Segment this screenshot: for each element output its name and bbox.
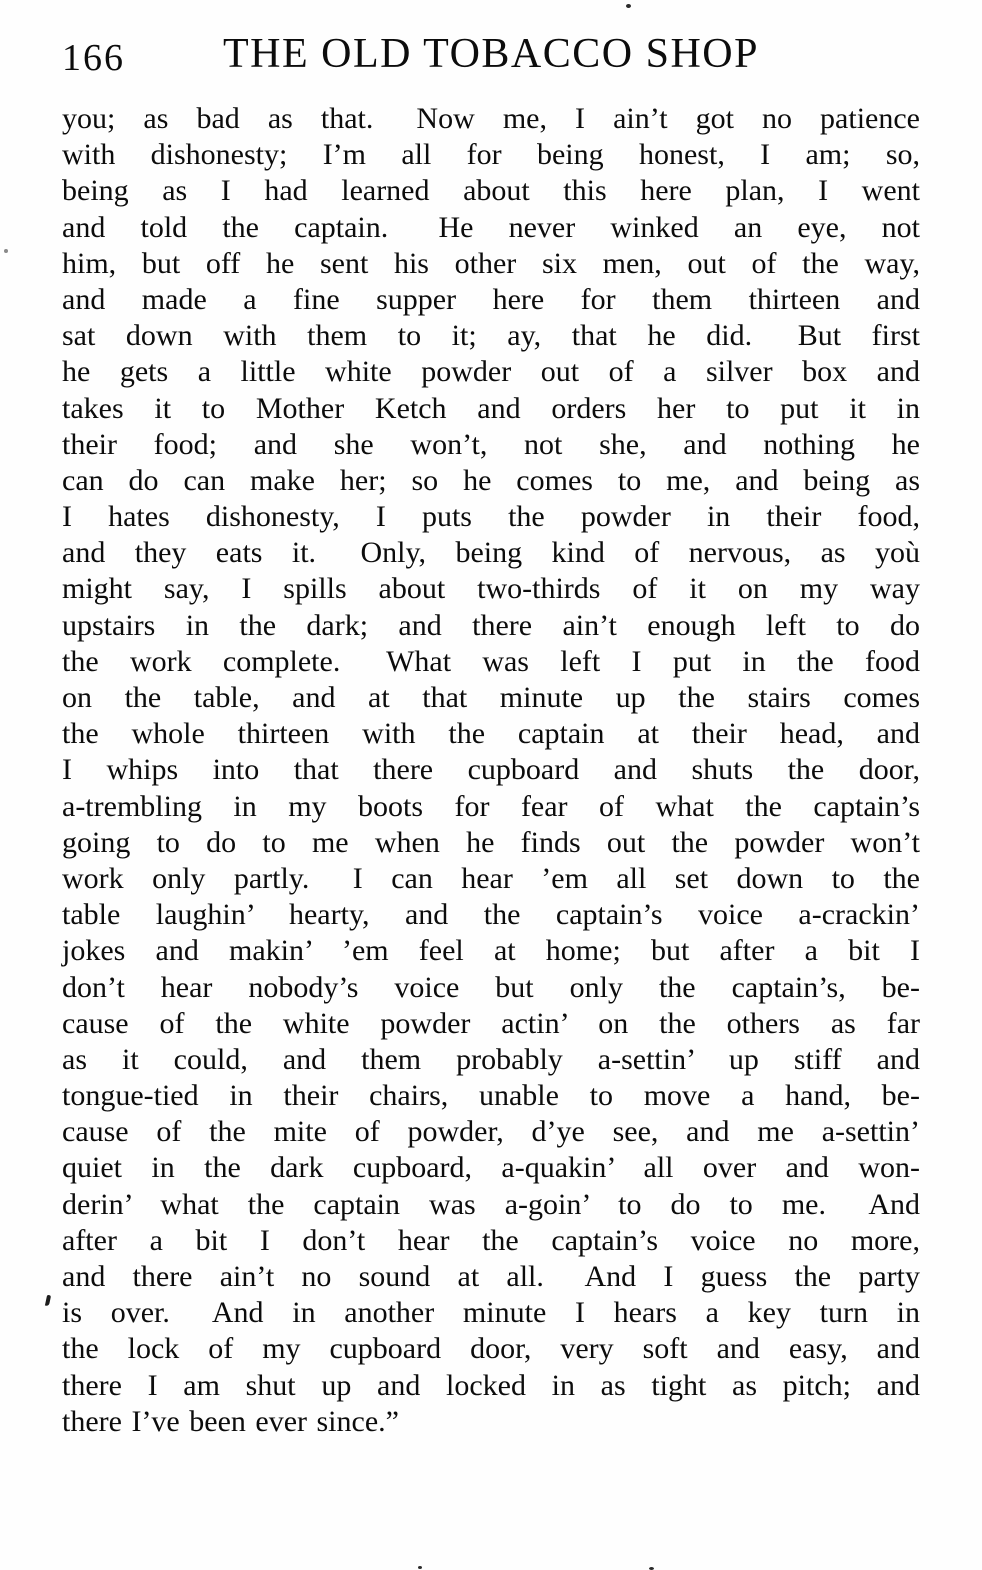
text-line: the whole thirteen with the captain at their head, and — [62, 717, 920, 751]
text-line: you; as bad as that. Now me, I ain’t got no patience — [62, 102, 920, 135]
text-line: work only partly. I can hear ’em all set down to the — [62, 861, 920, 895]
scan-mark-left-margin — [45, 1295, 51, 1307]
text-line: cause of the white powder actin’ on the others as far — [62, 1006, 920, 1040]
text-line: tongue-tied in their chairs, unable to move a hand, be- — [62, 1079, 920, 1113]
text-line: quiet in the dark cupboard, a-quakin’ all over and won- — [62, 1151, 920, 1185]
text-line: him, but off he sent his other six men, out of the way, — [62, 246, 920, 280]
text-line: and they eats it. Only, being kind of nervous, as yoù — [62, 536, 920, 570]
text-line: going to do to me when he finds out the powder won’t — [62, 825, 920, 859]
running-head — [0, 30, 982, 82]
text-line: there I am shut up and locked in as tight as pitch; and — [62, 1368, 920, 1402]
body-text — [62, 101, 920, 1440]
text-line: can do can make her; so he comes to me, and being as — [62, 463, 920, 497]
text-line: and there ain’t no sound at all. And I guess the party — [62, 1260, 920, 1293]
text-line: cause of the mite of powder, d’ye see, and me a-settin’ — [62, 1115, 920, 1149]
text-line: and made a fine supper here for them thirteen and — [62, 282, 920, 316]
running-title: THE OLD TOBACCO SHOP — [222, 31, 759, 77]
text-line: as it could, and them probably a-settin’ up stiff and — [62, 1042, 920, 1076]
text-line: on the table, and at that minute up the stairs comes — [62, 681, 920, 714]
text-line: the work complete. What was left I put in the food — [62, 644, 920, 678]
scan-speck-left — [4, 249, 8, 253]
text-line: takes it to Mother Ketch and orders her to put it in — [62, 391, 920, 425]
scan-speck-bottom-1 — [418, 1566, 422, 1569]
page-number: 166 — [62, 37, 125, 79]
text-line: I hates dishonesty, I puts the powder in their food, — [62, 500, 920, 534]
scan-speck-top — [626, 4, 631, 8]
text-line: their food; and she won’t, not she, and nothing he — [62, 427, 920, 461]
text-line: sat down with them to it; ay, that he did. But first — [62, 319, 920, 353]
text-line: being as I had learned about this here plan, I went — [62, 174, 920, 208]
text-line: he gets a little white powder out of a silver box and — [62, 355, 920, 389]
text-line: is over. And in another minute I hears a key turn in — [62, 1296, 920, 1330]
text-line: a-trembling in my boots for fear of what the captain’s — [62, 789, 920, 823]
text-line: derin’ what the captain was a-goin’ to do to me. And — [62, 1187, 920, 1221]
text-line: the lock of my cupboard door, very soft and easy, and — [62, 1332, 920, 1366]
text-line: might say, I spills about two-thirds of it on my way — [62, 572, 920, 606]
text-line: jokes and makin’ ’em feel at home; but after a bit I — [62, 934, 920, 968]
text-line: upstairs in the dark; and there ain’t enough left to do — [62, 608, 920, 642]
text-line: don’t hear nobody’s voice but only the captain’s, be- — [62, 970, 920, 1004]
text-line: after a bit I don’t hear the captain’s voice no more, — [62, 1223, 920, 1257]
text-line: there I’ve been ever since.” — [62, 1404, 399, 1438]
text-line: with dishonesty; I’m all for being honest, I am; so, — [62, 138, 920, 172]
text-line: and told the captain. He never winked an eye, not — [62, 210, 920, 244]
text-line: table laughin’ hearty, and the captain’s voice a-crackin’ — [62, 898, 920, 932]
text-line: I whips into that there cupboard and shuts the door, — [62, 753, 920, 787]
